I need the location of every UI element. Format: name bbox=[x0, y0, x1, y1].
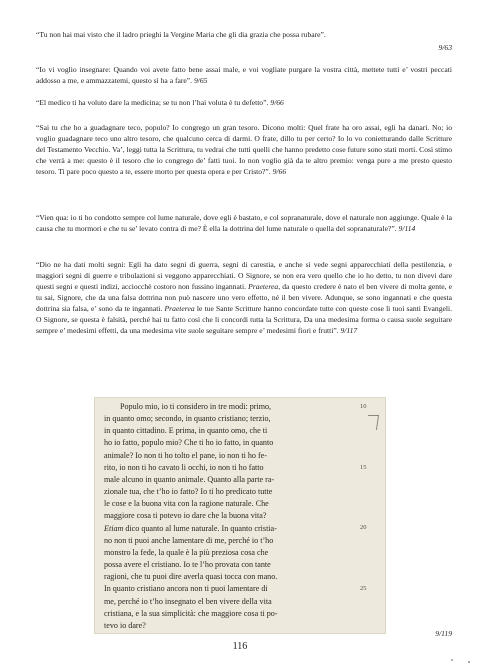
scanned-line: in quanto omo; secondo, in quanto cristiano; terzio, bbox=[104, 414, 271, 424]
scanned-line: In quanto cristiano ancora non ti puoi lamentare di bbox=[104, 584, 268, 594]
quote-paragraph-1: “Tu non hai mai visto che il ladro prieghi la Vergine Maria che gli dia grazia che possa rubare”. bbox=[36, 30, 326, 39]
line-number bbox=[360, 450, 380, 462]
scanned-line: possa avere el cristiano. Io te l’ho provata con tante bbox=[104, 560, 271, 570]
line-number bbox=[360, 437, 380, 449]
line-number: 25 bbox=[360, 585, 367, 593]
quote-paragraph-4: “Sai tu che ho a guadagnare teco, populo? Io congrego un gran tesoro. Dicono molti: Quel frate ha oro assai, egli ha danari. No; io voglio guadagnare teco uno altro tesoro, che qualcuno cerca di darmi. O frate, dillo tu per certo? Io lo vo conietturando dalle Scritture del Testamento Vecchio. Va’, leggi tutta la Scrittura, tu vedrai che tutti quelli che hanno predetto cose future sono stati morti. Così stimo che verrà a me: questo è il tesoro che io congrego de’ fatti tuoi. Io non voglio già da te altro premio: venga pure a me presto questo tesoro. Ti pare poco questo a te, essere morto per questa opera e per Cristo?”. 9/66 bbox=[36, 123, 452, 176]
reference-6: 9/117 bbox=[340, 326, 358, 335]
scanned-line: ragioni, che tu puoi dire averla quasi tocca con mano. bbox=[104, 572, 278, 582]
line-number bbox=[360, 620, 380, 632]
quote-paragraph-5: “Vien qua: io ti ho condotto sempre col lume naturale, dove egli è bastato, e col sopranaturale, dove el naturale non aggiunge. Quale è la causa che tu mormori e che tu se’ levato contra di me? È ella la dottrina del lume naturale o quella del sopranaturale?”. 9/114 bbox=[36, 213, 452, 233]
scanned-line: rito, io non ti ho cavato li occhi, io non ti ho fatto bbox=[104, 462, 264, 472]
line-number bbox=[360, 474, 380, 486]
scanned-line: ho io fatto, populo mio? Che ti ho io fatto, in quanto bbox=[104, 438, 274, 448]
reference-4: 9/66 bbox=[272, 167, 287, 176]
line-number bbox=[360, 510, 380, 522]
scanned-line: monstro la fede, la quale è la più preziosa cosa che bbox=[104, 547, 269, 557]
quote-paragraph-3: “El medico ti ha voluto dare la medicina; se tu non l’hai voluta è tu defetto”. 9/66 bbox=[36, 98, 284, 107]
scan-speck bbox=[468, 661, 470, 663]
scanned-line: me, perché io t’ho insegnato el ben vivere della vita bbox=[104, 596, 272, 606]
scanned-line: Populo mio, io ti considero in tre modi: primo, bbox=[120, 402, 272, 411]
scanned-line: no non ti puoi anche lamentare di me, perché io t’ho bbox=[104, 535, 274, 545]
scanned-line: le cose e la buona vita con la ragione naturale. Che bbox=[104, 499, 269, 509]
scanned-line: male alcuno in quanto animale. Quanto alla parte ra- bbox=[104, 474, 275, 484]
scanned-line: maggiore cosa ti potevo io dare che la buona vita? bbox=[104, 511, 267, 521]
page-number: 116 bbox=[232, 641, 248, 652]
line-number bbox=[360, 571, 380, 583]
line-number bbox=[360, 498, 380, 510]
line-numbers bbox=[360, 401, 380, 632]
scanned-line: tevo io dare? bbox=[104, 620, 146, 630]
reference-1: 9/63 bbox=[438, 43, 452, 52]
line-number bbox=[360, 595, 380, 607]
scanned-excerpt bbox=[94, 397, 386, 634]
scanned-line: cristiana, e la sua simplicità: che maggiore cosa ti po- bbox=[104, 608, 278, 618]
line-number: 10 bbox=[360, 403, 367, 410]
reference-5: 9/114 bbox=[398, 224, 416, 233]
reference-2: 9/65 bbox=[193, 76, 208, 85]
line-number: 20 bbox=[360, 524, 367, 532]
line-number bbox=[360, 486, 380, 498]
scanned-line: Etiam dico quanto al lume naturale. In quanto cristia- bbox=[104, 523, 277, 533]
reference-3: 9/66 bbox=[270, 98, 284, 107]
scanned-line: in quanto cittadino. E prima, in quanto omo, che ti bbox=[104, 426, 268, 436]
quote-paragraph-2: “Io vi voglio insegnare: Quando voi avete fatto bene assai male, e voi vogliate purgare la vostra città, mettete tutti e’ vostri peccati addosso a me, e ammazzatemi, questo sì ha a fare”. 9/65 bbox=[36, 65, 452, 85]
line-number bbox=[360, 535, 380, 547]
quote-paragraph-6: “Dio ne ha dati molti segni: Egli ha dato segni di guerra, segni di carestia, e anche si vede segni apparecchiati della pestilenzia, e maggiori segni di guerre e tribulazioni si veggono apparecchiati. O Signore, se non era vero quello che io ho detto, tu non divevi dare questi segni e questi indizi, acciocchè costoro non fussino ingannati. Praeterea, da questo credere è nato el ben vivere di molta gente, e tu sai, Signore, che da una falsa dottrina non può nascere uno vero effetto, né il ben vivere. Adunque, se sono ingannati e che questa dottrina sia falsa, e’ sono da te ingannati. Praeterea le tue Sante Scritture hanno concordate tutte con queste cose li tuoi santi Evangeli. O Signore, se questa è falsità, perché hai tu fatto così che li concordi tutta la Scrittura, Da una medesima forma o causa suole seguitare sempre e’ medesimi effetti, da una medesima vite suole seguitare sempre e’ medesimi fiori e frutti”. 9/117 bbox=[36, 260, 452, 335]
line-number bbox=[360, 559, 380, 571]
scanned-text bbox=[104, 401, 354, 632]
line-number: 15 bbox=[360, 463, 367, 471]
reference-7: 9/119 bbox=[435, 629, 452, 638]
scanned-line: animale? Io non ti ho tolto el pane, io non ti ho fe- bbox=[104, 450, 267, 460]
line-number bbox=[360, 607, 380, 619]
line-number bbox=[360, 547, 380, 559]
scanned-line: zionale tua, che t’ho io fatto? Io ti ho predicato tutte bbox=[104, 487, 273, 497]
scan-speck bbox=[451, 659, 453, 661]
pencil-mark bbox=[366, 415, 379, 430]
